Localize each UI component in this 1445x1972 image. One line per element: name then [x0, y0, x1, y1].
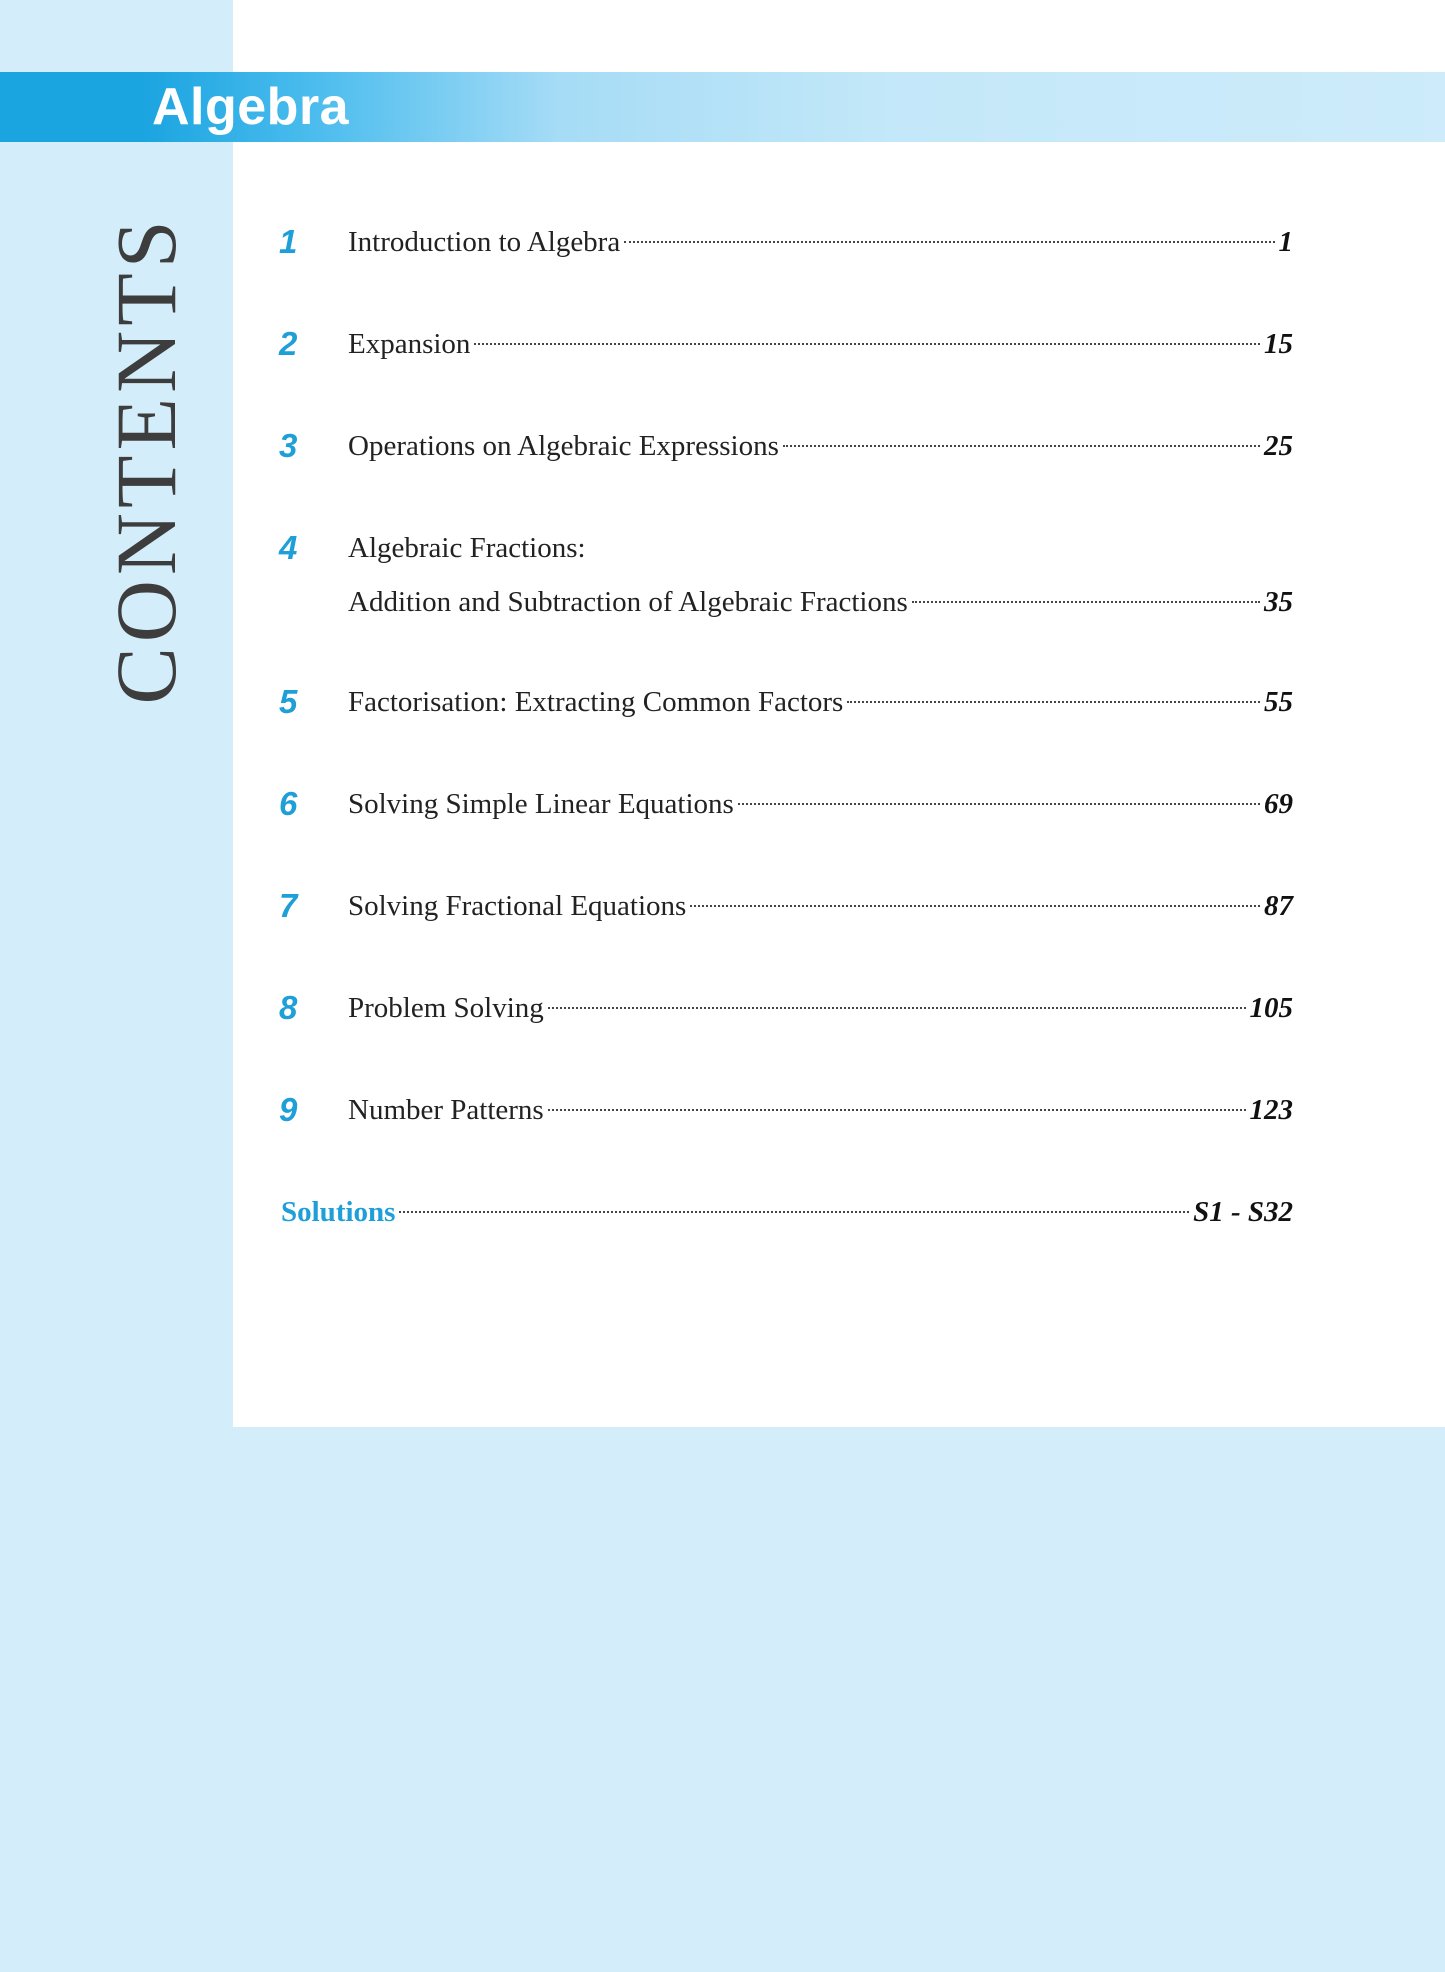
chapter-title: Addition and Subtraction of Algebraic Fractions [348, 586, 908, 618]
chapter-number: 5 [279, 683, 298, 720]
page-number: 15 [1264, 328, 1293, 360]
section-title: Algebra [152, 78, 350, 136]
toc-line [348, 428, 1293, 464]
chapter-title: Solving Fractional Equations [348, 890, 687, 922]
page-number: 87 [1264, 890, 1293, 922]
chapter-number: 2 [279, 325, 298, 362]
chapter-title: Factorisation: Extracting Common Factors [348, 686, 844, 718]
page-number: 55 [1264, 686, 1293, 718]
chapter-title-line1: Algebraic Fractions: [348, 532, 586, 564]
dot-leader [783, 445, 1260, 447]
chapter-number: 1 [279, 223, 298, 260]
chapter-number: 6 [279, 785, 298, 822]
dot-leader [624, 241, 1274, 243]
dot-leader [399, 1211, 1189, 1213]
dot-leader [548, 1007, 1246, 1009]
page-number: 123 [1249, 1094, 1293, 1126]
solutions-label: Solutions [281, 1196, 396, 1228]
toc-line [348, 786, 1293, 822]
toc-line [348, 1092, 1293, 1128]
toc-line [348, 888, 1293, 924]
toc-line [348, 224, 1293, 260]
page-number: S1 - S32 [1193, 1196, 1293, 1228]
chapter-title: Introduction to Algebra [348, 226, 621, 258]
chapter-number: 4 [279, 529, 298, 566]
toc-line [348, 684, 1293, 720]
page-number: 105 [1249, 992, 1293, 1024]
dot-leader [690, 905, 1260, 907]
chapter-number: 7 [279, 887, 298, 924]
chapter-title: Operations on Algebraic Expressions [348, 430, 779, 462]
chapter-title: Expansion [348, 328, 471, 360]
toc-line [348, 990, 1293, 1026]
dot-leader [847, 701, 1260, 703]
dot-leader [738, 803, 1260, 805]
dot-leader [912, 601, 1260, 603]
chapter-title: Problem Solving [348, 992, 544, 1024]
toc-line [348, 326, 1293, 362]
chapter-title: Number Patterns [348, 1094, 544, 1126]
chapter-title: Solving Simple Linear Equations [348, 788, 734, 820]
chapter-number: 8 [279, 989, 298, 1026]
contents-label: CONTENTS [98, 215, 194, 705]
toc-line [348, 584, 1293, 620]
chapter-number: 9 [279, 1091, 298, 1128]
dot-leader [474, 343, 1260, 345]
page-number: 35 [1264, 586, 1293, 618]
page-number: 69 [1264, 788, 1293, 820]
page-number: 1 [1278, 226, 1293, 258]
toc-line [281, 1194, 1293, 1230]
dot-leader [548, 1109, 1246, 1111]
chapter-number: 3 [279, 427, 298, 464]
page-number: 25 [1264, 430, 1293, 462]
